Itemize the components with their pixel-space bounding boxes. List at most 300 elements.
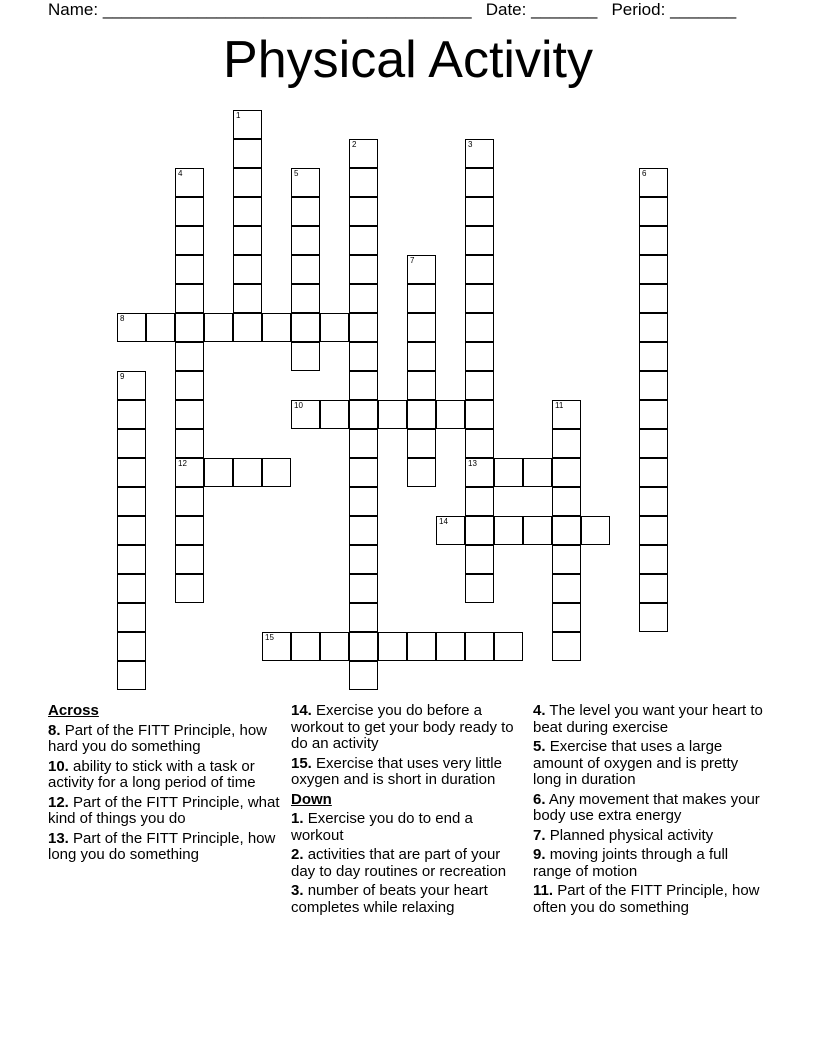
grid-cell[interactable]	[175, 342, 204, 371]
grid-cell[interactable]	[552, 632, 581, 661]
letter-input[interactable]	[640, 285, 667, 312]
grid-cell[interactable]	[349, 429, 378, 458]
letter-input[interactable]	[350, 575, 377, 602]
clue-number: 9	[120, 372, 125, 381]
letter-input[interactable]	[466, 372, 493, 399]
letter-input[interactable]	[350, 314, 377, 341]
grid-cell[interactable]	[465, 632, 494, 661]
letter-input[interactable]	[640, 314, 667, 341]
grid-cell[interactable]	[117, 458, 146, 487]
grid-cell[interactable]	[349, 284, 378, 313]
grid-cell[interactable]	[291, 168, 320, 197]
grid-cell[interactable]	[552, 516, 581, 545]
letter-input[interactable]	[553, 459, 580, 486]
grid-cell[interactable]	[349, 168, 378, 197]
grid-cell[interactable]	[349, 661, 378, 690]
grid-cell[interactable]	[117, 603, 146, 632]
letter-input[interactable]	[176, 459, 203, 486]
period-blank[interactable]: _______	[670, 0, 737, 19]
grid-cell[interactable]	[349, 226, 378, 255]
grid-cell[interactable]	[639, 400, 668, 429]
letter-input[interactable]	[553, 575, 580, 602]
letter-input[interactable]	[640, 227, 667, 254]
letter-input[interactable]	[118, 459, 145, 486]
grid-cell[interactable]	[465, 168, 494, 197]
grid-cell[interactable]	[175, 545, 204, 574]
letter-input[interactable]	[553, 488, 580, 515]
grid-cell[interactable]	[175, 197, 204, 226]
grid-cell[interactable]	[552, 603, 581, 632]
grid-cell[interactable]	[175, 516, 204, 545]
clue-text: number of beats your heart completes while relaxing	[291, 882, 488, 916]
letter-input[interactable]	[234, 169, 261, 196]
letter-input[interactable]	[408, 459, 435, 486]
grid-cell[interactable]	[552, 574, 581, 603]
grid-cell[interactable]	[349, 139, 378, 168]
letter-input[interactable]	[234, 198, 261, 225]
grid-cell[interactable]	[262, 632, 291, 661]
name-label: Name:	[48, 0, 99, 19]
letter-input[interactable]	[640, 256, 667, 283]
letter-input[interactable]	[234, 256, 261, 283]
letter-input[interactable]	[176, 256, 203, 283]
grid-cell[interactable]	[465, 371, 494, 400]
letter-input[interactable]	[640, 198, 667, 225]
grid-cell[interactable]	[349, 458, 378, 487]
grid-cell[interactable]	[349, 632, 378, 661]
grid-cell[interactable]	[465, 139, 494, 168]
grid-cell[interactable]	[291, 255, 320, 284]
grid-cell[interactable]	[117, 516, 146, 545]
grid-cell[interactable]	[639, 313, 668, 342]
grid-cell[interactable]	[291, 226, 320, 255]
grid-cell[interactable]	[349, 313, 378, 342]
grid-cell[interactable]	[407, 632, 436, 661]
grid-cell[interactable]	[349, 603, 378, 632]
grid-cell[interactable]	[175, 168, 204, 197]
grid-cell[interactable]	[233, 110, 262, 139]
letter-input[interactable]	[263, 314, 290, 341]
letter-input[interactable]	[263, 459, 290, 486]
letter-input[interactable]	[263, 633, 290, 660]
letter-input[interactable]	[553, 517, 580, 544]
letter-input[interactable]	[466, 517, 493, 544]
letter-input[interactable]	[176, 430, 203, 457]
grid-cell[interactable]	[465, 516, 494, 545]
letter-input[interactable]	[640, 546, 667, 573]
grid-cell[interactable]	[407, 400, 436, 429]
grid-cell[interactable]	[523, 516, 552, 545]
clue-number: 15	[265, 633, 274, 642]
letter-input[interactable]	[234, 285, 261, 312]
clue-text: activities that are part of your day to day routines or recreation	[291, 846, 507, 880]
letter-input[interactable]	[466, 575, 493, 602]
letter-input[interactable]	[321, 314, 348, 341]
letter-input[interactable]	[292, 401, 319, 428]
clue-item	[48, 759, 280, 792]
grid-cell[interactable]	[465, 313, 494, 342]
grid-cell[interactable]	[349, 487, 378, 516]
clue-number-label: 1.	[291, 810, 304, 827]
letter-input[interactable]	[437, 401, 464, 428]
grid-cell[interactable]	[349, 545, 378, 574]
grid-cell[interactable]	[233, 255, 262, 284]
letter-input[interactable]	[118, 430, 145, 457]
letter-input[interactable]	[350, 517, 377, 544]
clue-text: Exercise that uses very little oxygen and is short in duration	[291, 754, 502, 788]
grid-cell[interactable]	[349, 342, 378, 371]
letter-input[interactable]	[176, 314, 203, 341]
down-heading: Down	[291, 790, 332, 808]
grid-cell[interactable]	[146, 313, 175, 342]
clue-text: Exercise that uses a large amount of oxygen and is pretty long in duration	[533, 738, 739, 788]
letter-input[interactable]	[466, 314, 493, 341]
clue-text: Part of the FITT Principle, what kind of things you do	[48, 793, 280, 827]
grid-cell[interactable]	[233, 226, 262, 255]
grid-cell[interactable]	[407, 342, 436, 371]
grid-cell[interactable]	[291, 632, 320, 661]
letter-input[interactable]	[350, 169, 377, 196]
letter-input[interactable]	[640, 575, 667, 602]
grid-cell[interactable]	[639, 197, 668, 226]
grid-cell[interactable]	[407, 255, 436, 284]
letter-input[interactable]	[408, 256, 435, 283]
grid-cell[interactable]	[639, 545, 668, 574]
grid-cell[interactable]	[494, 632, 523, 661]
grid-cell[interactable]	[639, 603, 668, 632]
letter-input[interactable]	[553, 401, 580, 428]
grid-cell[interactable]	[233, 139, 262, 168]
grid-cell[interactable]	[175, 371, 204, 400]
letter-input[interactable]	[176, 285, 203, 312]
letter-input[interactable]	[640, 459, 667, 486]
grid-cell[interactable]	[204, 313, 233, 342]
grid-cell[interactable]	[639, 226, 668, 255]
grid-cell[interactable]	[117, 632, 146, 661]
letter-input[interactable]	[176, 575, 203, 602]
grid-cell[interactable]	[175, 574, 204, 603]
clue-number: 10	[294, 401, 303, 410]
letter-input[interactable]	[292, 343, 319, 370]
grid-cell[interactable]	[262, 313, 291, 342]
letter-input[interactable]	[350, 285, 377, 312]
letter-input[interactable]	[350, 546, 377, 573]
letter-input[interactable]	[176, 343, 203, 370]
grid-cell[interactable]	[465, 487, 494, 516]
grid-cell[interactable]	[552, 545, 581, 574]
letter-input[interactable]	[118, 546, 145, 573]
letter-input[interactable]	[466, 633, 493, 660]
letter-input[interactable]	[495, 517, 522, 544]
grid-cell[interactable]	[175, 400, 204, 429]
letter-input[interactable]	[350, 604, 377, 631]
letter-input[interactable]	[350, 256, 377, 283]
letter-input[interactable]	[408, 343, 435, 370]
letter-input[interactable]	[205, 459, 232, 486]
letter-input[interactable]	[350, 227, 377, 254]
letter-input[interactable]	[176, 198, 203, 225]
grid-cell[interactable]	[117, 313, 146, 342]
letter-input[interactable]	[640, 604, 667, 631]
clue-number: 1	[236, 111, 241, 120]
grid-cell[interactable]	[117, 574, 146, 603]
grid-cell[interactable]	[552, 458, 581, 487]
grid-cell[interactable]	[349, 371, 378, 400]
grid-cell[interactable]	[233, 284, 262, 313]
grid-cell[interactable]	[291, 197, 320, 226]
grid-cell[interactable]	[465, 545, 494, 574]
letter-input[interactable]	[118, 488, 145, 515]
clue-number-label: 2.	[291, 846, 304, 863]
grid-cell[interactable]	[639, 284, 668, 313]
letter-input[interactable]	[466, 546, 493, 573]
letter-input[interactable]	[553, 604, 580, 631]
letter-input[interactable]	[408, 401, 435, 428]
letter-input[interactable]	[466, 430, 493, 457]
grid-cell[interactable]	[175, 226, 204, 255]
clue-item	[533, 883, 765, 916]
letter-input[interactable]	[350, 459, 377, 486]
grid-cell[interactable]	[233, 458, 262, 487]
letter-input[interactable]	[466, 285, 493, 312]
grid-cell[interactable]	[291, 313, 320, 342]
letter-input[interactable]	[466, 488, 493, 515]
letter-input[interactable]	[466, 459, 493, 486]
letter-input[interactable]	[118, 372, 145, 399]
letter-input[interactable]	[640, 372, 667, 399]
grid-cell[interactable]	[320, 632, 349, 661]
grid-cell[interactable]	[436, 632, 465, 661]
letter-input[interactable]	[118, 662, 145, 689]
letter-input[interactable]	[466, 227, 493, 254]
clue-item	[291, 811, 523, 844]
letter-input[interactable]	[234, 227, 261, 254]
grid-cell[interactable]	[552, 400, 581, 429]
letter-input[interactable]	[176, 227, 203, 254]
grid-cell[interactable]	[117, 429, 146, 458]
letter-input[interactable]	[379, 633, 406, 660]
letter-input[interactable]	[118, 604, 145, 631]
clue-item	[533, 703, 765, 736]
letter-input[interactable]	[350, 343, 377, 370]
grid-cell[interactable]	[407, 284, 436, 313]
letter-input[interactable]	[466, 256, 493, 283]
grid-cell[interactable]	[639, 487, 668, 516]
grid-cell[interactable]	[117, 371, 146, 400]
grid-cell[interactable]	[262, 458, 291, 487]
grid-cell[interactable]	[291, 284, 320, 313]
letter-input[interactable]	[466, 401, 493, 428]
across-heading: Across	[48, 702, 99, 719]
letter-input[interactable]	[118, 401, 145, 428]
grid-cell[interactable]	[465, 284, 494, 313]
letter-input[interactable]	[292, 633, 319, 660]
grid-cell[interactable]	[291, 400, 320, 429]
clue-number: 12	[178, 459, 187, 468]
grid-cell[interactable]	[639, 574, 668, 603]
clue-number-label: 9.	[533, 846, 546, 863]
grid-cell[interactable]	[465, 400, 494, 429]
letter-input[interactable]	[495, 459, 522, 486]
letter-input[interactable]	[234, 140, 261, 167]
letter-input[interactable]	[466, 343, 493, 370]
letter-input[interactable]	[350, 662, 377, 689]
clue-number-label: 11.	[533, 882, 554, 899]
grid-cell[interactable]	[349, 197, 378, 226]
grid-cell[interactable]	[233, 197, 262, 226]
grid-cell[interactable]	[552, 487, 581, 516]
letter-input[interactable]	[118, 517, 145, 544]
letter-input[interactable]	[292, 285, 319, 312]
grid-cell[interactable]	[523, 458, 552, 487]
clue-column-1	[48, 703, 280, 867]
clue-number-label: 7.	[533, 826, 546, 844]
letter-input[interactable]	[408, 430, 435, 457]
letter-input[interactable]	[176, 488, 203, 515]
letter-input[interactable]	[553, 546, 580, 573]
letter-input[interactable]	[640, 430, 667, 457]
grid-cell[interactable]	[349, 516, 378, 545]
letter-input[interactable]	[176, 401, 203, 428]
grid-cell[interactable]	[349, 255, 378, 284]
letter-input[interactable]	[118, 314, 145, 341]
letter-input[interactable]	[292, 169, 319, 196]
letter-input[interactable]	[640, 169, 667, 196]
letter-input[interactable]	[640, 401, 667, 428]
letter-input[interactable]	[176, 372, 203, 399]
grid-cell[interactable]	[465, 458, 494, 487]
letter-input[interactable]	[408, 633, 435, 660]
letter-input[interactable]	[292, 227, 319, 254]
grid-cell[interactable]	[175, 487, 204, 516]
grid-cell[interactable]	[639, 168, 668, 197]
grid-cell[interactable]	[494, 516, 523, 545]
letter-input[interactable]	[640, 488, 667, 515]
letter-input[interactable]	[640, 517, 667, 544]
letter-input[interactable]	[437, 517, 464, 544]
letter-input[interactable]	[350, 633, 377, 660]
letter-input[interactable]	[176, 517, 203, 544]
grid-cell[interactable]	[465, 574, 494, 603]
clue-number: 2	[352, 140, 357, 149]
grid-cell[interactable]	[639, 458, 668, 487]
grid-cell[interactable]	[407, 429, 436, 458]
grid-cell[interactable]	[175, 429, 204, 458]
letter-input[interactable]	[524, 517, 551, 544]
letter-input[interactable]	[466, 140, 493, 167]
letter-input[interactable]	[292, 256, 319, 283]
grid-cell[interactable]	[349, 400, 378, 429]
grid-cell[interactable]	[233, 168, 262, 197]
letter-input[interactable]	[553, 430, 580, 457]
letter-input[interactable]	[350, 488, 377, 515]
grid-cell[interactable]	[639, 516, 668, 545]
letter-input[interactable]	[437, 633, 464, 660]
letter-input[interactable]	[147, 314, 174, 341]
grid-cell[interactable]	[204, 458, 233, 487]
letter-input[interactable]	[408, 372, 435, 399]
letter-input[interactable]	[495, 633, 522, 660]
grid-cell[interactable]	[407, 371, 436, 400]
grid-cell[interactable]	[552, 429, 581, 458]
date-blank[interactable]: _______	[531, 0, 598, 19]
grid-cell[interactable]	[639, 429, 668, 458]
letter-input[interactable]	[466, 198, 493, 225]
grid-cell[interactable]	[117, 400, 146, 429]
grid-cell[interactable]	[639, 342, 668, 371]
grid-cell[interactable]	[465, 226, 494, 255]
letter-input[interactable]	[205, 314, 232, 341]
letter-input[interactable]	[292, 198, 319, 225]
grid-cell[interactable]	[117, 487, 146, 516]
letter-input[interactable]	[379, 401, 406, 428]
letter-input[interactable]	[350, 401, 377, 428]
grid-cell[interactable]	[465, 197, 494, 226]
letter-input[interactable]	[524, 459, 551, 486]
grid-cell[interactable]	[581, 516, 610, 545]
grid-cell[interactable]	[465, 429, 494, 458]
grid-cell[interactable]	[436, 516, 465, 545]
letter-input[interactable]	[553, 633, 580, 660]
letter-input[interactable]	[176, 546, 203, 573]
grid-cell[interactable]	[175, 284, 204, 313]
letter-input[interactable]	[408, 314, 435, 341]
letter-input[interactable]	[118, 575, 145, 602]
letter-input[interactable]	[234, 459, 261, 486]
grid-cell[interactable]	[117, 545, 146, 574]
grid-cell[interactable]	[378, 400, 407, 429]
grid-cell[interactable]	[175, 458, 204, 487]
grid-cell[interactable]	[639, 371, 668, 400]
grid-cell[interactable]	[465, 342, 494, 371]
grid-cell[interactable]	[639, 255, 668, 284]
letter-input[interactable]	[350, 140, 377, 167]
letter-input[interactable]	[292, 314, 319, 341]
letter-input[interactable]	[176, 169, 203, 196]
grid-cell[interactable]	[320, 313, 349, 342]
letter-input[interactable]	[408, 285, 435, 312]
letter-input[interactable]	[582, 517, 609, 544]
grid-cell[interactable]	[436, 400, 465, 429]
grid-cell[interactable]	[349, 574, 378, 603]
letter-input[interactable]	[640, 343, 667, 370]
letter-input[interactable]	[118, 633, 145, 660]
clue-number: 11	[555, 401, 564, 410]
letter-input[interactable]	[234, 111, 261, 138]
grid-cell[interactable]	[407, 313, 436, 342]
grid-cell[interactable]	[494, 458, 523, 487]
grid-cell[interactable]	[175, 313, 204, 342]
letter-input[interactable]	[321, 401, 348, 428]
grid-cell[interactable]	[320, 400, 349, 429]
grid-cell[interactable]	[175, 255, 204, 284]
name-blank[interactable]: _______________________________________	[102, 0, 472, 19]
grid-cell[interactable]	[117, 661, 146, 690]
clue-number-label: 14.	[291, 702, 312, 719]
letter-input[interactable]	[234, 314, 261, 341]
letter-input[interactable]	[321, 633, 348, 660]
letter-input[interactable]	[350, 198, 377, 225]
letter-input[interactable]	[350, 430, 377, 457]
letter-input[interactable]	[466, 169, 493, 196]
grid-cell[interactable]	[291, 342, 320, 371]
grid-cell[interactable]	[378, 632, 407, 661]
clue-text: moving joints through a full range of motion	[533, 846, 729, 880]
letter-input[interactable]	[350, 372, 377, 399]
grid-cell[interactable]	[407, 458, 436, 487]
grid-cell[interactable]	[233, 313, 262, 342]
grid-cell[interactable]	[465, 255, 494, 284]
